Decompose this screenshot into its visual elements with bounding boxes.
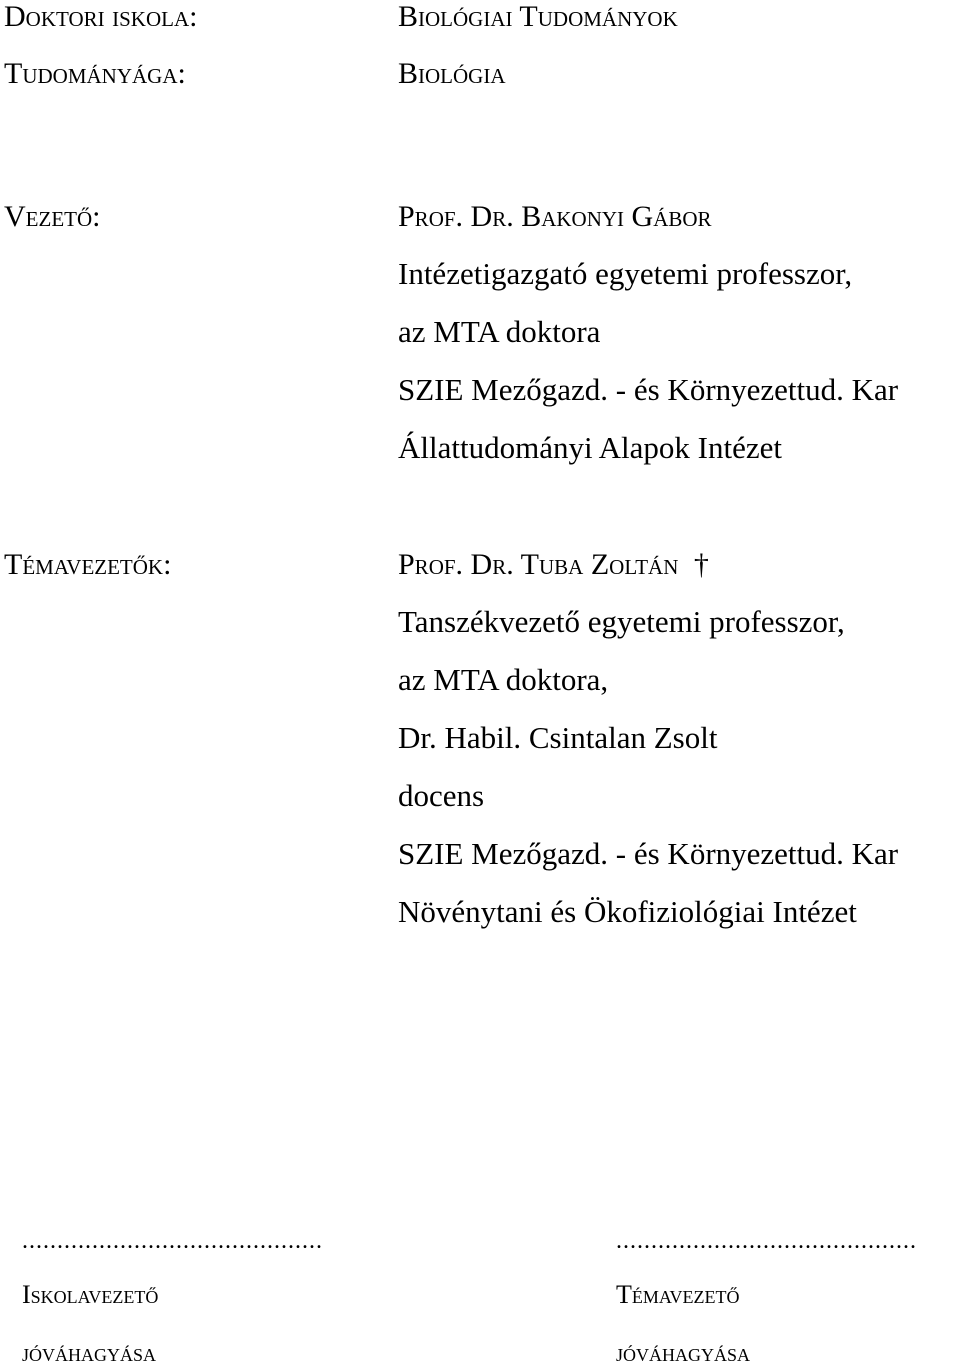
- left-signature-title: Iskolavezető: [22, 1280, 159, 1309]
- branch-value: Biológia: [398, 57, 506, 90]
- supervisor-line: Tanszékvezető egyetemi professzor,: [398, 604, 845, 639]
- right-signature-approval: jóváhagyása: [616, 1338, 751, 1367]
- supervisor-name-line: [398, 548, 709, 582]
- supervisor-line: docens: [398, 778, 485, 813]
- supervisors-label: Témavezetők:: [4, 548, 172, 581]
- school-label: Doktori iskola:: [4, 0, 198, 33]
- supervisor-line: Növénytani és Ökofiziológiai Intézet: [398, 894, 857, 929]
- school-value: Biológiai Tudományok: [398, 0, 678, 33]
- left-signature-line: ...........................................: [22, 1228, 323, 1254]
- leader-line: Állattudományi Alapok Intézet: [398, 430, 782, 465]
- leader-name: Prof. Dr. Bakonyi Gábor: [398, 200, 712, 233]
- supervisor-name: Prof. Dr. Tuba Zoltán: [398, 548, 679, 581]
- right-signature-line: ...........................................: [616, 1228, 917, 1254]
- leader-label: Vezető:: [4, 200, 101, 233]
- supervisor-line: Dr. Habil. Csintalan Zsolt: [398, 720, 718, 755]
- branch-label: Tudományága:: [4, 57, 186, 90]
- leader-line: SZIE Mezőgazd. - és Környezettud. Kar: [398, 372, 899, 407]
- right-signature-title: Témavezető: [616, 1280, 740, 1309]
- left-signature-approval: jóváhagyása: [22, 1338, 157, 1367]
- supervisor-line: SZIE Mezőgazd. - és Környezettud. Kar: [398, 836, 899, 871]
- leader-line: az MTA doktora: [398, 314, 601, 349]
- dagger-symbol: †: [693, 548, 709, 581]
- leader-line: Intézetigazgató egyetemi professzor,: [398, 256, 853, 291]
- supervisor-line: az MTA doktora,: [398, 662, 609, 697]
